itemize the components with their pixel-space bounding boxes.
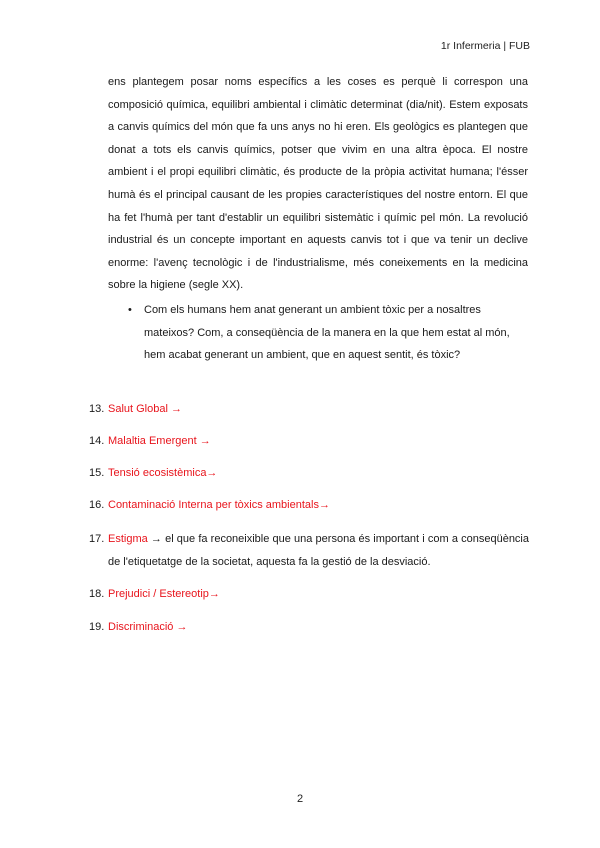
page-number: 2 <box>296 793 304 805</box>
list-item <box>89 616 529 639</box>
list-item <box>89 398 529 421</box>
list-item <box>89 528 529 574</box>
bullet-text: Com els humans hem anat generant un ambient tòxic per a nosaltres mateixos? Com, a conseqüència de la manera en la que hem estat al món, hem acabat generant un ambient, que en aquest sentit, és tòxic? <box>144 303 510 362</box>
page-header: 1r Infermeria | FUB <box>440 40 530 52</box>
item-number: 13. <box>89 403 105 415</box>
item-number: 16. <box>89 499 105 511</box>
item-number: 19. <box>89 621 105 633</box>
list-item <box>89 462 529 485</box>
item-term: Prejudici / Estereotip→ <box>108 588 220 600</box>
body-paragraph: ens plantegem posar noms específics a les coses es perquè li correspon una composició química, equilibri ambiental i climàtic determinat (dia/nit). Estem exposats a canvis químics del món que fa uns anys no hi eren. Els geològics es plantegen que donat a tots els canvis químics, potser que vivim en una altra època. El nostre ambient i el propi equilibri climàtic, és producte de la pròpia activitat humana; l'ésser humà és el principal causant de les propies característiques del nostre entorn. El que ha fet l'humà per tant d'establir un equilibri sistemàtic i químic pel món. La revolució industrial és un concepte important en aquests canvis tot i que va tenir un declive enorme: l'avenç tecnològic i de l'industrialisme, més coneixements en la medicina sobre la higiene (segle XX). <box>108 76 528 292</box>
item-number: 18. <box>89 588 105 600</box>
list-item <box>89 583 529 606</box>
item-number: 17. <box>89 533 105 545</box>
bullet-item <box>128 299 528 367</box>
item-term: Malaltia Emergent → <box>108 435 211 447</box>
item-term: Contaminació Interna per tòxics ambientals→ <box>108 499 330 511</box>
item-number: 15. <box>89 467 105 479</box>
item-term: Tensió ecosistèmica→ <box>108 467 218 479</box>
main-content <box>108 71 528 367</box>
item-term: Discriminació → <box>108 621 188 633</box>
bullet-marker: • <box>128 303 132 316</box>
list-item <box>89 494 529 517</box>
item-term: Salut Global → <box>108 403 182 415</box>
list-item <box>89 430 529 453</box>
item-definition: → el que fa reconeixible que una persona és important i com a conseqüència de l'etiquetatge de la societat, aquesta fa la gestió de la desviació. <box>108 533 529 568</box>
item-number: 14. <box>89 435 105 447</box>
item-term: Estigma <box>108 533 148 545</box>
